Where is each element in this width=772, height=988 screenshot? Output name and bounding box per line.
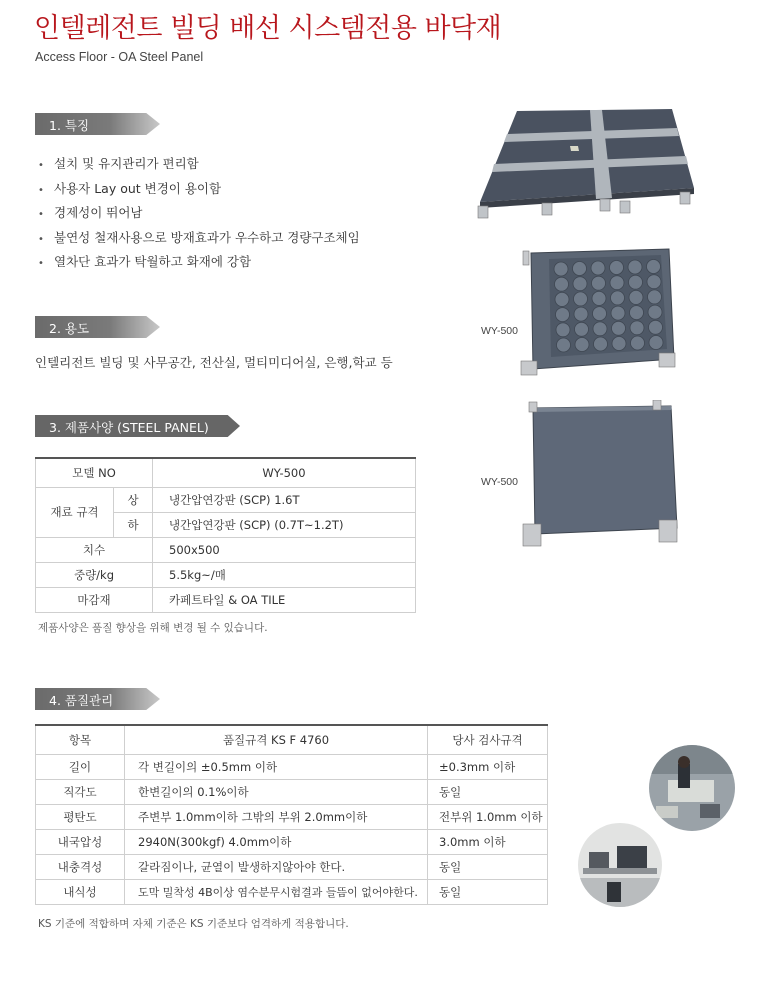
spec-header-model: 모델 NO [36, 458, 153, 487]
spec-upper-value: 냉간압연강판 (SCP) 1.6T [153, 487, 416, 512]
quality-cell: 직각도 [36, 779, 125, 804]
spec-header-value: WY-500 [153, 458, 416, 487]
office-install-photo [648, 744, 736, 832]
quality-cell: 도막 밀착성 4B이상 염수분무시험결과 들뜸이 없어야한다. [125, 879, 428, 904]
spec-material-label: 재료 규격 [36, 487, 114, 537]
table-row [36, 779, 548, 804]
section-spec-label: 3. 제품사양 (STEEL PANEL) [49, 420, 209, 435]
panel-dome [592, 276, 606, 290]
panel-dome [554, 262, 568, 276]
table-row [36, 804, 548, 829]
table-row [36, 487, 416, 512]
table-row [36, 537, 416, 562]
panel-dome [612, 321, 626, 335]
table-row [36, 829, 548, 854]
quality-header-item: 항목 [36, 725, 125, 754]
section-usage-heading [35, 316, 160, 338]
panel-dome [649, 320, 663, 334]
spec-size-label: 치수 [36, 537, 153, 562]
panel-dome [628, 260, 642, 274]
section-usage-label: 2. 용도 [49, 321, 90, 336]
quality-cell: 내국압성 [36, 829, 125, 854]
panel-dome [574, 307, 588, 321]
quality-table [35, 724, 548, 905]
quality-cell: 동일 [428, 779, 548, 804]
page-title: 인텔레전트 빌딩 배선 시스템전용 바닥재 [34, 13, 502, 44]
list-item: • 열차단 효과가 탁월하고 화재에 강함 [38, 252, 360, 277]
panel-dome [648, 305, 662, 319]
panel-dome [575, 322, 589, 336]
list-item: • 설치 및 유지관리가 편리함 [38, 154, 360, 179]
panel-dome [556, 308, 570, 322]
panel-dome [648, 290, 662, 304]
quality-cell: 한변길이의 0.1%이하 [125, 779, 428, 804]
section-features-label: 1. 특징 [49, 118, 90, 133]
panel-dome [630, 306, 644, 320]
spec-lower-value: 냉간압연강판 (SCP) (0.7T~1.2T) [153, 512, 416, 537]
panel-dome [631, 336, 645, 350]
panel-dome [647, 275, 661, 289]
spec-finish-value: 카페트타일 & OA TILE [153, 587, 416, 612]
panel-dome [629, 290, 643, 304]
table-row [36, 879, 548, 904]
bullet-icon: • [38, 160, 44, 171]
quality-cell: 동일 [428, 879, 548, 904]
quality-cell: ±0.3mm 이하 [428, 754, 548, 779]
panel-bottom-photo [519, 243, 684, 383]
panel-dome [573, 262, 587, 276]
quality-note: KS 기준에 적합하며 자체 기준은 KS 기준보다 엄격하게 적용합니다. [38, 918, 349, 930]
spec-weight-value: 5.5kg~/매 [153, 562, 416, 587]
quality-cell: 내식성 [36, 879, 125, 904]
spec-upper-label: 상 [114, 487, 153, 512]
panel-dome [630, 321, 644, 335]
panel-dome [556, 323, 570, 337]
panel-dome [594, 337, 608, 351]
panel-dome [574, 292, 588, 306]
quality-cell: 주변부 1.0mm이하 그밖의 부위 2.0mm이하 [125, 804, 428, 829]
spec-note: 제품사양은 품질 향상을 위해 변경 될 수 있습니다. [38, 622, 268, 634]
section-spec-heading [35, 415, 240, 437]
product-label-1: WY-500 [481, 325, 518, 337]
quality-cell: 갈라짐이나, 균열이 발생하지않아야 한다. [125, 854, 428, 879]
panel-dome [612, 337, 626, 351]
table-row [36, 754, 548, 779]
panel-dome [610, 261, 624, 275]
table-row [36, 587, 416, 612]
quality-cell: 3.0mm 이하 [428, 829, 548, 854]
quality-header-company: 당사 검사규격 [428, 725, 548, 754]
list-item: • 불연성 철재사용으로 방재효과가 우수하고 경량구조체임 [38, 228, 360, 253]
panel-dome [649, 336, 663, 350]
table-row [36, 854, 548, 879]
panel-dome [611, 306, 625, 320]
quality-cell: 각 변길이의 ±0.5mm 이하 [125, 754, 428, 779]
panel-dome [593, 307, 607, 321]
panel-top-photo [519, 400, 689, 550]
spec-table [35, 457, 416, 613]
table-header-row [36, 458, 416, 487]
bullet-icon: • [38, 209, 44, 220]
list-item: • 경제성이 뛰어남 [38, 203, 360, 228]
spec-lower-label: 하 [114, 512, 153, 537]
panel-dome [555, 292, 569, 306]
quality-cell: 평탄도 [36, 804, 125, 829]
spec-size-value: 500x500 [153, 537, 416, 562]
spec-finish-label: 마감재 [36, 587, 153, 612]
feature-list [38, 154, 360, 277]
quality-cell: 길이 [36, 754, 125, 779]
panel-dome [555, 277, 569, 291]
panel-dome [575, 338, 589, 352]
quality-cell: 2940N(300kgf) 4.0mm이하 [125, 829, 428, 854]
panel-dome [610, 276, 624, 290]
bullet-icon: • [38, 184, 44, 196]
panel-dome [557, 338, 571, 352]
usage-text: 인텔리전트 빌딩 및 사무공간, 전산실, 멀티미디어실, 은행,학교 등 [35, 355, 393, 370]
panel-dome [591, 261, 605, 275]
page-subtitle: Access Floor - OA Steel Panel [35, 50, 204, 64]
floor-grid-photo [472, 106, 697, 221]
bullet-icon: • [38, 233, 44, 245]
section-features-heading [35, 113, 160, 135]
office-computer-photo [577, 822, 663, 908]
panel-dome [573, 277, 587, 291]
panel-dome [611, 291, 625, 305]
quality-cell: 내충격성 [36, 854, 125, 879]
product-label-2: WY-500 [481, 476, 518, 488]
panel-dome [593, 322, 607, 336]
quality-cell: 전부위 1.0mm 이하 [428, 804, 548, 829]
table-row [36, 562, 416, 587]
spec-weight-label: 중량/kg [36, 562, 153, 587]
panel-dome [629, 275, 643, 289]
bullet-icon: • [38, 258, 44, 269]
panel-dome [647, 260, 661, 274]
list-item: • 사용자 Lay out 변경이 용이함 [38, 179, 360, 204]
section-quality-heading [35, 688, 160, 710]
section-quality-label: 4. 품질관리 [49, 693, 114, 708]
table-header-row [36, 725, 548, 754]
panel-dome [592, 291, 606, 305]
quality-header-ks: 품질규격 KS F 4760 [125, 725, 428, 754]
quality-cell: 동일 [428, 854, 548, 879]
